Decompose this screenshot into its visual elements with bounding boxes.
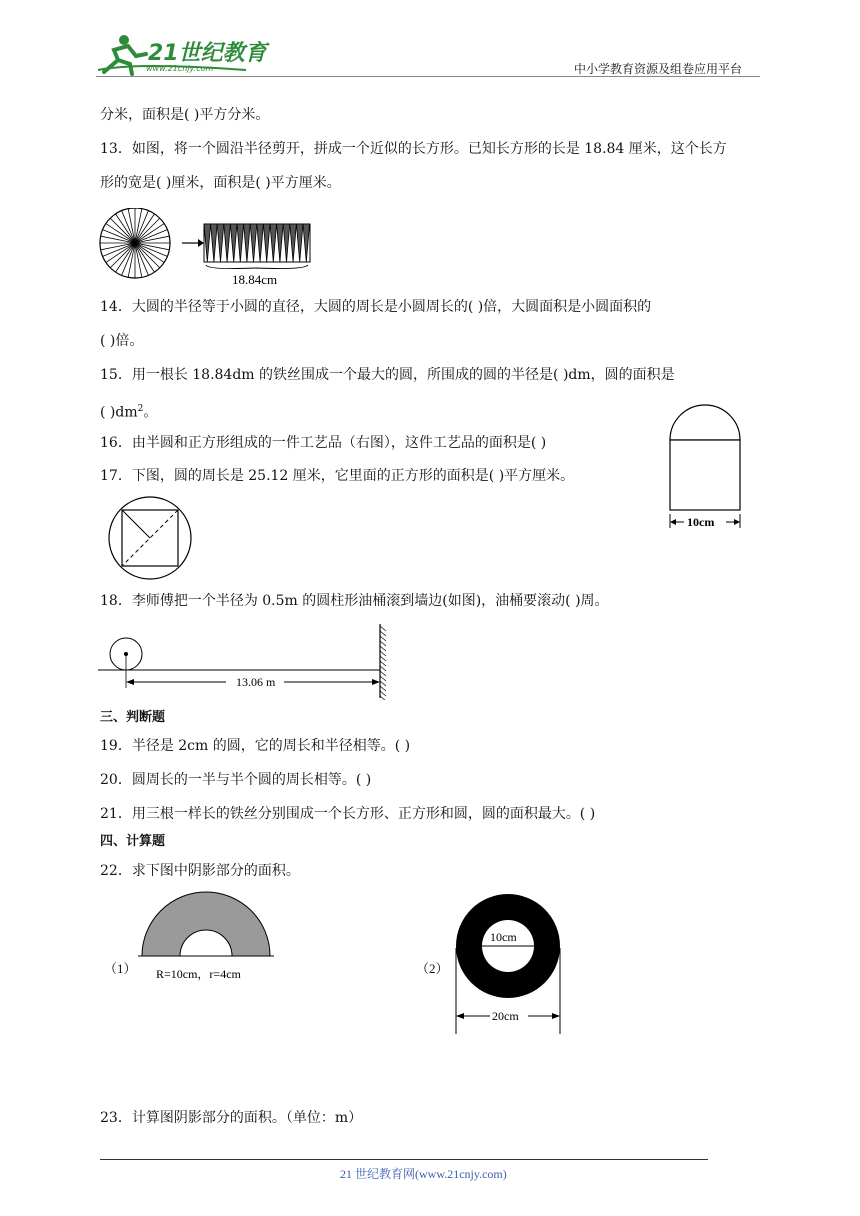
- figure-18: [96, 620, 396, 700]
- arrow-icon: [182, 239, 204, 247]
- q15-line2-post: 。: [143, 404, 158, 421]
- fig22-1-tag: （1）: [104, 961, 137, 976]
- sector-circle: [100, 208, 170, 278]
- logo-url: www.21cnjy.com: [146, 64, 214, 73]
- fig22-1-label: R=10cm，r=4cm: [156, 967, 241, 981]
- header-rule: [96, 76, 760, 77]
- figure-22-1: [136, 890, 276, 986]
- figure-13: [96, 208, 316, 288]
- approx-rectangle: [204, 224, 310, 262]
- footer-rule: [100, 1159, 708, 1160]
- q13-line2: 形的宽是( )厘米，面积是( )平方厘米。: [100, 175, 341, 191]
- fig13-label: 18.84cm: [232, 272, 278, 287]
- q13-line1: 13．如图，将一个圆沿半径剪开，拼成一个近似的长方形。已知长方形的长是 18.84 厘米，这个长方: [100, 141, 727, 157]
- logo-title: 21世纪教育: [148, 41, 267, 66]
- fig16-label: 10cm: [687, 515, 715, 529]
- q23-line: 23．计算图阴影部分的面积。（单位：m）: [100, 1110, 363, 1126]
- footer-text[interactable]: 21 世纪教育网(www.21cnjy.com): [340, 1167, 507, 1181]
- fig22-2-tag: （2）: [416, 961, 449, 976]
- q15-line2-pre: ( )dm: [100, 404, 138, 421]
- q14-line1: 14．大圆的半径等于小圆的直径，大圆的周长是小圆周长的( )倍，大圆面积是小圆面积的: [100, 299, 652, 315]
- q22-line: 22．求下图中阴影部分的面积。: [100, 863, 300, 879]
- header-platform-text: 中小学教育资源及组卷应用平台: [574, 62, 743, 76]
- q20-line: 20．圆周长的一半与半个圆的周长相等。( ): [100, 772, 372, 788]
- q21-line: 21．用三根一样长的铁丝分别围成一个长方形、正方形和圆，圆的面积最大。( ): [100, 806, 596, 822]
- q16-line: 16．由半圆和正方形组成的一件工艺品（右图），这件工艺品的面积是( ): [100, 435, 547, 451]
- fig22-2-outer-label: 20cm: [492, 1009, 519, 1023]
- figure-17: [104, 494, 196, 582]
- q19-line: 19．半径是 2cm 的圆，它的周长和半径相等。( ): [100, 738, 411, 754]
- q18-line: 18．李师傅把一个半径为 0.5m 的圆柱形油桶滚到墙边(如图)，油桶要滚动( )周。: [100, 593, 609, 609]
- q17-line: 17．下图，圆的周长是 25.12 厘米，它里面的正方形的面积是( )平方厘米。: [100, 468, 575, 484]
- q15-sup: 2: [137, 404, 144, 414]
- figure-22-2: [450, 888, 570, 1038]
- section-3-title: 三、判断题: [100, 710, 166, 725]
- section-4-title: 四、计算题: [100, 834, 166, 849]
- figure-16: [660, 400, 750, 536]
- q15-line2: [100, 399, 157, 423]
- q15-line1: 15．用一根长 18.84dm 的铁丝围成一个最大的圆，所围成的圆的半径是( )dm，圆的面积是: [100, 367, 675, 383]
- fig18-label: 13.06 m: [236, 675, 276, 689]
- q14-line2: ( )倍。: [100, 333, 144, 349]
- q12-tail: 分米，面积是( )平方分米。: [100, 107, 270, 123]
- fig22-2-inner-label: 10cm: [490, 930, 517, 944]
